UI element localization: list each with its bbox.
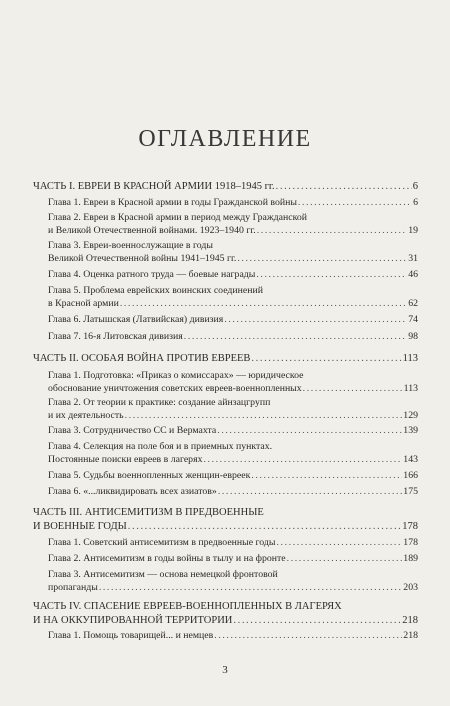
dot-leader xyxy=(251,470,402,483)
toc-part-title: ЧАСТЬ II. ОСОБАЯ ВОЙНА ПРОТИВ ЕВРЕЕВ xyxy=(33,353,251,364)
dot-leader xyxy=(99,582,402,595)
toc-chapter xyxy=(48,441,418,466)
dot-leader xyxy=(184,331,407,344)
toc-chapter xyxy=(48,240,418,265)
toc-chapter xyxy=(48,425,418,438)
toc-chapter-title: Глава 3. Евреи-военнослужащие в годы xyxy=(48,240,213,251)
toc-chapter-title-cont: обоснование уничтожения советских евреев-военнопленных xyxy=(48,382,302,394)
toc-page-number: 218 xyxy=(402,615,418,626)
toc-page-number: 6 xyxy=(413,197,418,208)
dot-leader xyxy=(128,520,401,534)
toc-chapter-title: Глава 1. Советский антисемитизм в предвоенные годы xyxy=(48,537,276,548)
toc-page-number: 143 xyxy=(403,453,418,465)
toc-page-number: 218 xyxy=(403,630,418,641)
toc-chapter xyxy=(48,470,418,483)
toc-chapter-title: Глава 7. 16-я Литовская дивизия xyxy=(48,331,183,342)
toc-part-title-cont: И НА ОККУПИРОВАННОЙ ТЕРРИТОРИИ xyxy=(33,615,233,626)
toc-chapter-title: Глава 6. «...ликвидировать всех азиатов» xyxy=(48,486,217,497)
toc-part-3 xyxy=(33,506,418,534)
dot-leader xyxy=(257,225,407,238)
toc-chapter-title: Глава 2. Евреи в Красной армии в период между Гражданской xyxy=(48,212,307,223)
dot-leader xyxy=(287,553,403,566)
toc-chapter xyxy=(48,537,418,550)
toc-chapter-title: Глава 3. Сотрудничество СС и Вермахта xyxy=(48,425,217,436)
dot-leader xyxy=(125,410,403,423)
toc-page-number: 19 xyxy=(408,224,418,236)
toc-part-title: ЧАСТЬ I. ЕВРЕИ В КРАСНОЙ АРМИИ 1918–1945 гг. xyxy=(33,181,275,192)
toc-chapter-title-cont: и их деятельность xyxy=(48,409,124,421)
toc-chapter xyxy=(48,569,418,594)
toc-chapter xyxy=(48,553,418,566)
toc-chapter-title: Глава 2. От теории к практике: создание айнзацгрупп xyxy=(48,397,271,408)
toc-chapter-title: Глава 3. Антисемитизм — основа немецкой фронтовой xyxy=(48,569,278,580)
toc-page-number: 113 xyxy=(402,353,418,364)
toc-page-number: 74 xyxy=(408,314,418,325)
toc-chapter-title: Глава 6. Латышская (Латвийская) дивизия xyxy=(48,314,224,325)
toc-chapter-title: Глава 2. Антисемитизм в годы войны в тылу и на фронте xyxy=(48,553,286,564)
dot-leader xyxy=(277,537,403,550)
dot-leader xyxy=(203,454,402,467)
toc-chapter-title: Глава 5. Проблема еврейских воинских соединений xyxy=(48,285,263,296)
dot-leader xyxy=(214,630,402,643)
dot-leader xyxy=(276,180,412,194)
toc-chapter-title-cont: и Великой Отечественной войнами. 1923–1940 гг. xyxy=(48,224,256,236)
toc-chapter-title-cont: в Красной армии xyxy=(48,297,119,309)
dot-leader xyxy=(303,383,403,396)
toc-page-number: 31 xyxy=(408,252,418,264)
toc-chapter xyxy=(48,269,418,282)
toc-chapter xyxy=(48,314,418,327)
toc-part-2 xyxy=(33,352,418,366)
toc-page-number: 178 xyxy=(402,521,418,532)
toc-chapter-title-cont: пропаганды xyxy=(48,581,98,593)
toc-chapter-title: Глава 4. Селекция на поле боя и в приемных пунктах. xyxy=(48,441,273,452)
toc-page-number: 6 xyxy=(412,181,418,192)
toc-page-number: 166 xyxy=(403,470,418,481)
toc-chapter-title: Глава 1. Евреи в Красной армии в годы Гражданской войны xyxy=(48,197,297,208)
dot-leader xyxy=(224,314,407,327)
toc-page-number: 175 xyxy=(403,486,418,497)
toc-chapter xyxy=(48,212,418,237)
page-title: ОГЛАВЛЕНИЕ xyxy=(138,126,312,152)
page-number: 3 xyxy=(222,664,228,676)
dot-leader xyxy=(217,425,402,438)
toc-chapter xyxy=(48,331,418,344)
toc-part-1 xyxy=(33,180,418,194)
toc-page-number: 129 xyxy=(403,409,418,421)
toc-chapter xyxy=(48,285,418,310)
toc-chapter-title-cont: Великой Отечественной войны 1941–1945 гг. xyxy=(48,252,237,264)
toc-part-title-cont: И ВОЕННЫЕ ГОДЫ xyxy=(33,521,127,532)
dot-leader xyxy=(233,614,401,628)
dot-leader xyxy=(120,298,407,311)
toc-chapter-title: Глава 1. Помощь товарищей... и немцев xyxy=(48,630,214,641)
toc-chapter xyxy=(48,370,418,395)
toc-chapter xyxy=(48,197,418,210)
toc-chapter-title: Глава 1. Подготовка: «Приказ о комиссарах» — юридическое xyxy=(48,370,304,381)
dot-leader xyxy=(218,486,402,499)
dot-leader xyxy=(237,253,407,266)
toc-chapter-title-cont: Постоянные поиски евреев в лагерях xyxy=(48,453,203,465)
toc-page-number: 46 xyxy=(408,269,418,280)
toc-page-number: 139 xyxy=(403,425,418,436)
toc-part-4 xyxy=(33,600,418,628)
dot-leader xyxy=(256,269,407,282)
toc-chapter-title: Глава 4. Оценка ратного труда — боевые награды xyxy=(48,269,256,280)
dot-leader xyxy=(251,352,401,366)
toc-page-number: 62 xyxy=(408,297,418,309)
toc-page-number: 98 xyxy=(408,331,418,342)
toc-part-title: ЧАСТЬ III. АНТИСЕМИТИЗМ В ПРЕДВОЕННЫЕ xyxy=(33,507,264,518)
toc-chapter xyxy=(48,397,418,422)
toc-page-number: 189 xyxy=(403,553,418,564)
toc-chapter xyxy=(48,486,418,499)
toc-page-number: 113 xyxy=(403,382,418,394)
dot-leader xyxy=(298,197,412,210)
toc-page-number: 178 xyxy=(403,537,418,548)
toc-chapter-title: Глава 5. Судьбы военнопленных женщин-евреек xyxy=(48,470,251,481)
toc-chapter xyxy=(48,630,418,643)
toc-part-title: ЧАСТЬ IV. СПАСЕНИЕ ЕВРЕЕВ-ВОЕННОПЛЕННЫХ В ЛАГЕРЯХ xyxy=(33,601,342,612)
toc-page-number: 203 xyxy=(403,581,418,593)
